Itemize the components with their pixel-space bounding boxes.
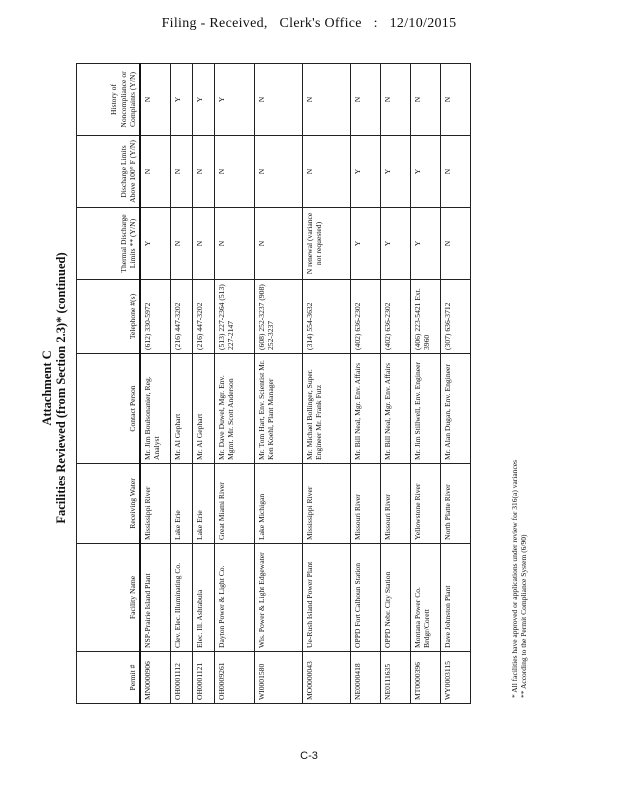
table-row (214, 64, 254, 704)
footnote: ** According to the Permit Compliance System (6/90) (519, 534, 528, 698)
facility-cell: NSP-Prairie Island Plant (140, 544, 170, 652)
above100-cell: Y (410, 136, 440, 208)
filing-label: Filing - Received, (161, 16, 268, 31)
facility-cell: Clev. Elec. Illuminating Co. (170, 544, 192, 652)
permit-cell: WY0003115 (440, 652, 470, 704)
permit-cell: OH0009261 (214, 652, 254, 704)
contact-cell: Mr. Al Gephart (192, 354, 214, 464)
history-cell: Y (192, 64, 214, 136)
contact-cell: Mr. Michael Bollinger, Super. Engineer Mr. Frank Futz (302, 354, 350, 464)
above100-cell: Y (380, 136, 410, 208)
above100-cell: N (170, 136, 192, 208)
history-cell: N (380, 64, 410, 136)
thermal-cell: Y (410, 208, 440, 280)
facility-cell: Elec. Ill. Ashtabula (192, 544, 214, 652)
phone-cell: (608) 252-3237 (908) 252-3237 (254, 280, 302, 354)
table-row (380, 64, 410, 704)
phone-cell: (612) 330-5972 (140, 280, 170, 354)
thermal-cell: Y (380, 208, 410, 280)
contact-cell: Mr. Jim Stillwell, Env. Engineer (410, 354, 440, 464)
water-cell: Mississippi River (140, 464, 170, 544)
above100-cell: N (140, 136, 170, 208)
thermal-cell: N renewal (variance not requested) (302, 208, 350, 280)
history-cell: N (254, 64, 302, 136)
permit-cell: OH0001121 (192, 652, 214, 704)
above100-cell: Y (350, 136, 380, 208)
permit-cell: NE0111635 (380, 652, 410, 704)
thermal-cell: N (192, 208, 214, 280)
phone-cell: (402) 636-2302 (380, 280, 410, 354)
phone-cell: (307) 636-3712 (440, 280, 470, 354)
table-row (410, 64, 440, 704)
water-cell: Lake Michigan (254, 464, 302, 544)
above100-cell: N (214, 136, 254, 208)
contact-cell: Mr. Tom Hart, Env. Scientist Mr. Ken Koehl, Plant Manager (254, 354, 302, 464)
column-header: Permit # (77, 652, 141, 704)
rotated-page-content (40, 60, 560, 716)
header-separator: : (373, 16, 378, 31)
thermal-cell: Y (350, 208, 380, 280)
facility-cell: Wis. Power & Light Edgewater (254, 544, 302, 652)
phone-cell: (402) 636-2302 (350, 280, 380, 354)
contact-cell: Mr. Bill Neal, Mgr. Env. Affairs (380, 354, 410, 464)
above100-cell: N (192, 136, 214, 208)
phone-cell: (513) 227-2364 (513) 227-2147 (214, 280, 254, 354)
filing-header (0, 16, 618, 32)
table-row (302, 64, 350, 704)
history-cell: N (440, 64, 470, 136)
column-header: Telephone #(s) (77, 280, 141, 354)
phone-cell: (314) 554-3632 (302, 280, 350, 354)
contact-cell: Mr. Al Gephart (170, 354, 192, 464)
phone-cell: (216) 447-3202 (170, 280, 192, 354)
office-label: Clerk's Office (279, 16, 362, 31)
contact-cell: Mr. Dave Duwel, Mgr. Env. Mgmt. Mr. Scott Anderson (214, 354, 254, 464)
thermal-cell: N (440, 208, 470, 280)
table-row (254, 64, 302, 704)
water-cell: Mississippi River (302, 464, 350, 544)
above100-cell: N (302, 136, 350, 208)
permit-cell: MO0000043 (302, 652, 350, 704)
phone-cell: (216) 447-3202 (192, 280, 214, 354)
history-cell: Y (170, 64, 192, 136)
table-row (140, 64, 170, 704)
water-cell: Lake Erie (170, 464, 192, 544)
phone-cell: (406) 223-5421 Ext. 3960 (410, 280, 440, 354)
table-row (192, 64, 214, 704)
facility-cell: Montana Power Co. Brdgr/Corett (410, 544, 440, 652)
page-number: C-3 (300, 750, 318, 762)
facility-cell: Dayton Power & Light Co. (214, 544, 254, 652)
table-header-row (77, 64, 141, 704)
permit-cell: OH0001112 (170, 652, 192, 704)
permit-cell: WI0001580 (254, 652, 302, 704)
filing-date: 12/10/2015 (389, 16, 457, 31)
footnote: * All facilities have approved or applications under review for 316(a) variances (510, 459, 519, 698)
thermal-cell: N (254, 208, 302, 280)
column-header: Discharge Limits Above 100° F (Y/N) (77, 136, 141, 208)
water-cell: Missouri River (350, 464, 380, 544)
facility-cell: Ue-Rush Island Power Plant (302, 544, 350, 652)
attachment-subtitle: Facilities Reviewed (from Section 2.3)* (continued) (54, 252, 68, 524)
above100-cell: N (440, 136, 470, 208)
thermal-cell: Y (140, 208, 170, 280)
history-cell: N (140, 64, 170, 136)
table-row (440, 64, 470, 704)
attachment-titles (40, 60, 68, 716)
column-header: Facility Name (77, 544, 141, 652)
thermal-cell: N (170, 208, 192, 280)
facilities-table (76, 63, 471, 704)
water-cell: Lake Erie (192, 464, 214, 544)
contact-cell: Mr. Alan Dugan, Env. Engineer (440, 354, 470, 464)
attachment-title: Attachment C (40, 350, 54, 426)
water-cell: Great Miami River (214, 464, 254, 544)
contact-cell: Mr. Bill Neal, Mgr. Env. Affairs (350, 354, 380, 464)
water-cell: North Platte River (440, 464, 470, 544)
water-cell: Yellowstone River (410, 464, 440, 544)
table-row (350, 64, 380, 704)
history-cell: Y (214, 64, 254, 136)
column-header: Thermal Discharge Limits ** (Y/N) (77, 208, 141, 280)
column-header: Receiving Water (77, 464, 141, 544)
water-cell: Missouri River (380, 464, 410, 544)
permit-cell: MN0000906 (140, 652, 170, 704)
facility-cell: Dave Johnston Plant (440, 544, 470, 652)
column-header: Contact Person (77, 354, 141, 464)
facility-cell: OPPD Nebr. City Station (380, 544, 410, 652)
facility-cell: OPPD Fort Calhoun Station (350, 544, 380, 652)
footnotes (510, 460, 528, 698)
thermal-cell: N (214, 208, 254, 280)
permit-cell: MT0000396 (410, 652, 440, 704)
history-cell: N (302, 64, 350, 136)
contact-cell: Mr. Jim Boulsonanier, Reg. Analyst (140, 354, 170, 464)
above100-cell: N (254, 136, 302, 208)
history-cell: N (350, 64, 380, 136)
column-header: History of Noncompliance or Complaints (Y/N) (77, 64, 141, 136)
permit-cell: NE0000418 (350, 652, 380, 704)
table-row (170, 64, 192, 704)
history-cell: N (410, 64, 440, 136)
